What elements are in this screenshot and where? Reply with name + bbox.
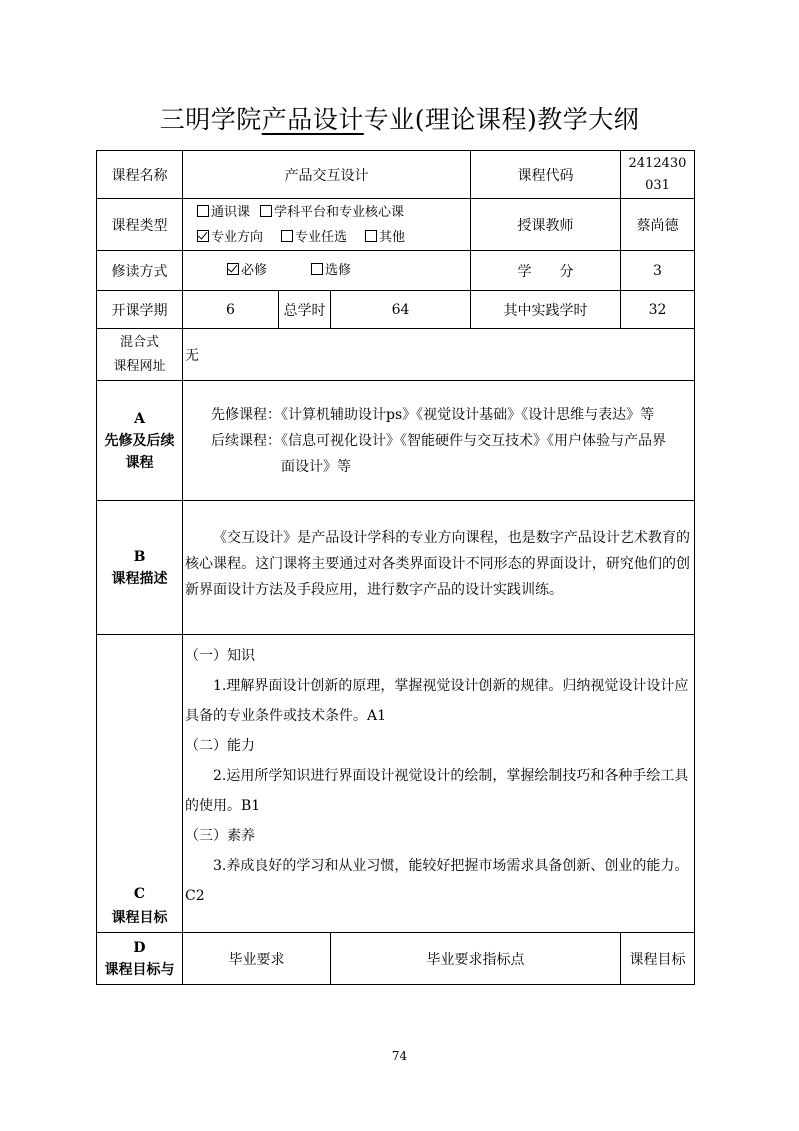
followup-line2: 面设计》等 [281, 458, 351, 475]
title-major: 产品设计 [261, 105, 364, 134]
goal-quality-line2: C2 [185, 888, 205, 904]
course-code-line1: 2412430 [628, 155, 687, 171]
total-hours-label: 总学时 [279, 291, 331, 329]
prerequisites-content [183, 381, 695, 501]
description-content [183, 501, 695, 635]
section-a-label: A 先修及后续 课程 [97, 381, 183, 501]
checkbox-direction[interactable]: 专业方向 [197, 225, 263, 250]
grad-req-indicator-header: 毕业要求指标点 [331, 933, 621, 985]
grad-req-header: 毕业要求 [183, 933, 331, 985]
checkbox-icon [311, 263, 323, 275]
course-code [621, 151, 695, 199]
checkbox-checked-icon [227, 263, 239, 275]
checkbox-platform-core[interactable]: 学科平台和专业核心课 [260, 200, 404, 225]
mixed-url-value: 无 [183, 329, 695, 381]
course-description: 《交互设计》是产品设计学科的专业方向课程，也是数字产品设计艺术教育的核心课程。这门课将主要通过对各类界面设计不同形态的界面设计，研究他们的创新界面设计方法及手段应用，进行数字产品的设计实践训练。 [185, 529, 690, 598]
row-study-mode [97, 251, 695, 291]
row-semester [97, 291, 695, 329]
course-name-label: 课程名称 [97, 151, 183, 199]
section-b-label: B 课程描述 [97, 501, 183, 635]
checkbox-general[interactable]: 通识课 [197, 200, 250, 225]
title-pre: 三明学院 [159, 105, 262, 134]
row-goals [97, 635, 695, 933]
teacher: 蔡尚德 [621, 199, 695, 251]
title-post: 专业(理论课程)教学大纲 [363, 105, 640, 134]
mixed-url-label: 混合式 课程网址 [97, 329, 183, 381]
course-type-label: 课程类型 [97, 199, 183, 251]
row-goal-mapping [97, 933, 695, 985]
checkbox-icon [281, 230, 293, 242]
practice-hours-label: 其中实践学时 [471, 291, 621, 329]
syllabus-table [96, 150, 695, 985]
goal-knowledge-line2: 具备的专业条件或技术条件。A1 [185, 708, 387, 724]
row-course-type [97, 199, 695, 251]
semester-label: 开课学期 [97, 291, 183, 329]
row-course-name [97, 151, 695, 199]
goal-knowledge-heading: （一）知识 [185, 648, 255, 664]
goal-quality-line1: 3.养成良好的学习和从业习惯，能较好把握市场需求具备创新、创业的能力。 [213, 858, 689, 874]
checkbox-icon [260, 205, 272, 217]
checkbox-icon [365, 230, 377, 242]
course-type-options [183, 199, 471, 251]
followup-line1: 后续课程：《信息可视化设计》《智能硬件与交互技术》《用户体验与产品界 [211, 432, 666, 449]
checkbox-required[interactable]: 必修 [227, 260, 267, 282]
section-d-label: D 课程目标与 [97, 933, 183, 985]
checkbox-optional[interactable]: 选修 [311, 260, 351, 282]
prereq-line: 先修课程：《计算机辅助设计ps》《视觉设计基础》《设计思维与表达》等 [211, 406, 655, 423]
row-prerequisites [97, 381, 695, 501]
goal-ability-heading: （二）能力 [185, 738, 255, 754]
study-mode-label: 修读方式 [97, 251, 183, 291]
goal-ability-line1: 2.运用所学知识进行界面设计视觉设计的绘制，掌握绘制技巧和各种手绘工具 [213, 768, 689, 784]
section-c-label: C 课程目标 [97, 635, 183, 933]
goal-knowledge-line1: 1.理解界面设计创新的原理，掌握视觉设计创新的规律。归纳视觉设计设计应 [213, 678, 689, 694]
row-description [97, 501, 695, 635]
study-mode-options [183, 251, 471, 291]
practice-hours: 32 [621, 291, 695, 329]
row-mixed-url [97, 329, 695, 381]
credit: 3 [621, 251, 695, 291]
checkbox-checked-icon [197, 230, 209, 242]
checkbox-icon [197, 205, 209, 217]
semester: 6 [183, 291, 279, 329]
course-goal-header: 课程目标 [621, 933, 695, 985]
teacher-label: 授课教师 [471, 199, 621, 251]
checkbox-other[interactable]: 其他 [365, 225, 405, 250]
goals-content [183, 635, 695, 933]
credit-label: 学 分 [471, 251, 621, 291]
total-hours: 64 [331, 291, 471, 329]
page-title [0, 100, 799, 136]
checkbox-elective[interactable]: 专业任选 [281, 225, 347, 250]
course-code-line2: 031 [645, 177, 670, 193]
goal-quality-heading: （三）素养 [185, 828, 255, 844]
course-code-label: 课程代码 [471, 151, 621, 199]
page-number: 74 [391, 1049, 408, 1063]
goal-ability-line2: 的使用。B1 [185, 798, 261, 814]
course-name: 产品交互设计 [183, 151, 471, 199]
